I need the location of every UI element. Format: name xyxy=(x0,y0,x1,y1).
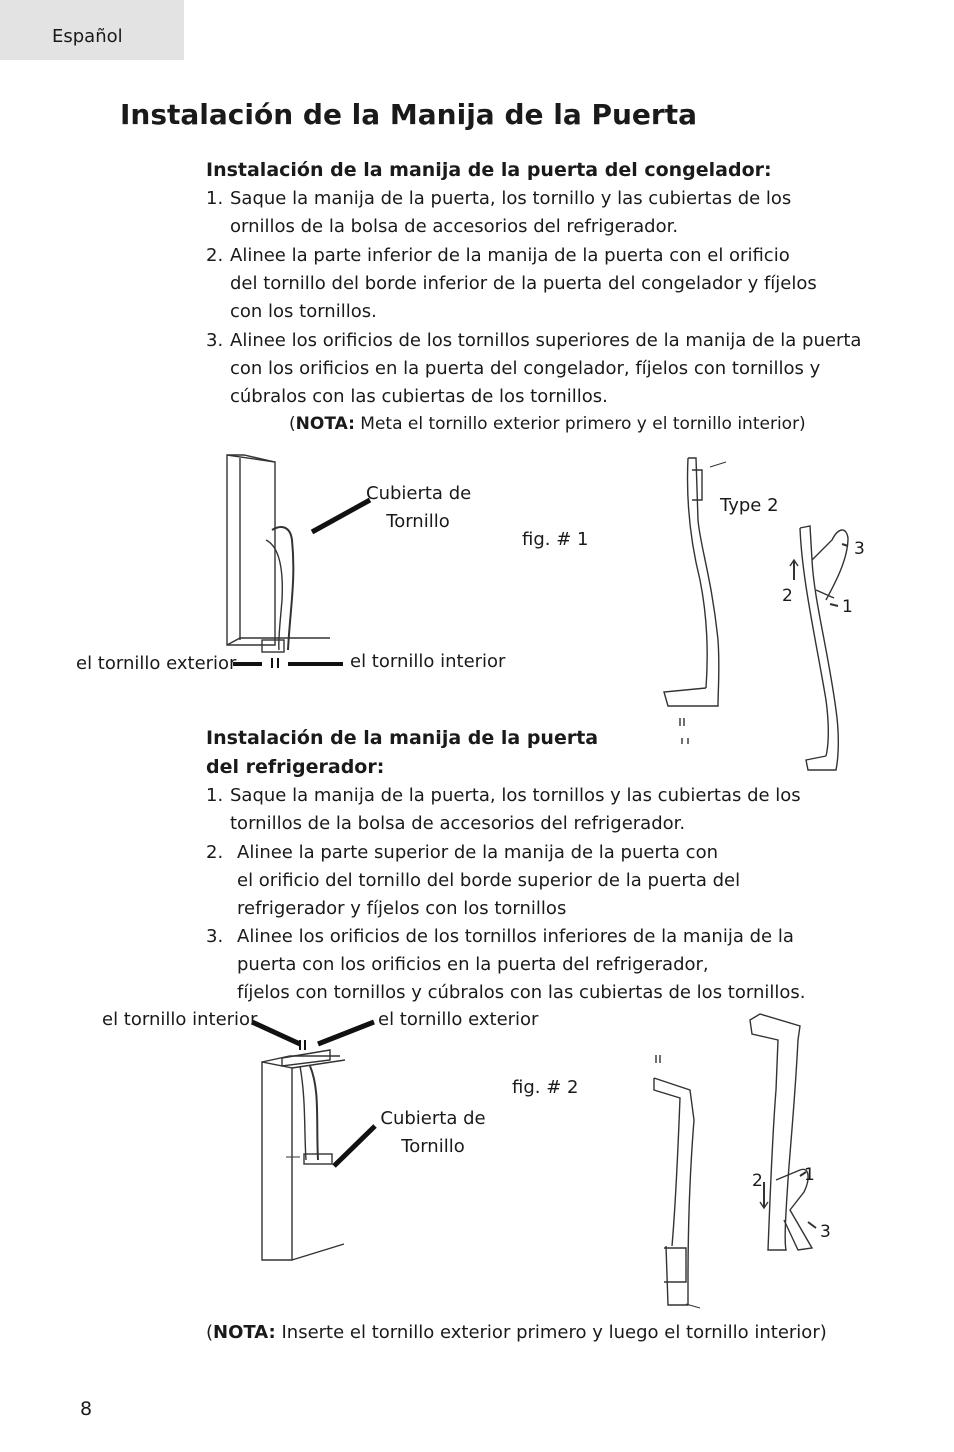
step-text: tornillos de la bolsa de accesorios del refrigerador. xyxy=(230,813,686,834)
fridge-handle-illustration xyxy=(654,1014,816,1308)
cover-label-line: Cubierta de xyxy=(380,1108,486,1129)
fig2-inner-screw-label: el tornillo interior xyxy=(102,1009,258,1030)
step-number: 1. xyxy=(206,188,224,209)
fig2-outer-screw-label: el tornillo exterior xyxy=(378,1009,539,1030)
step-text: Alinee los orificios de los tornillos superiores de la manija de la puerta xyxy=(230,330,862,351)
note-paren: ( xyxy=(206,1322,214,1343)
cover-label-line: Tornillo xyxy=(386,511,450,532)
fig1-outer-screw-label: el tornillo exterior xyxy=(76,653,237,674)
fridge-note xyxy=(206,1322,827,1343)
step-number: 1. xyxy=(206,785,224,806)
step-text: Saque la manija de la puerta, los tornillos y las cubiertas de los xyxy=(230,785,801,806)
fig2-marker-2: 2 xyxy=(752,1171,763,1191)
fridge-heading-line: del refrigerador: xyxy=(206,756,385,778)
step-text: puerta con los orificios en la puerta del refrigerador, xyxy=(237,954,709,975)
fig2-marker-1: 1 xyxy=(804,1165,815,1185)
step-text: Saque la manija de la puerta, los tornillo y las cubiertas de los xyxy=(230,188,792,209)
fig1-marker-2: 2 xyxy=(782,586,793,606)
step-text: cúbralos con las cubiertas de los tornillos. xyxy=(230,386,608,407)
note-label: NOTA: xyxy=(295,414,355,434)
step-text: el orificio del tornillo del borde superior de la puerta del xyxy=(237,870,741,891)
step-text: del tornillo del borde inferior de la puerta del congelador y fíjelos xyxy=(230,273,817,294)
step-number: 3. xyxy=(206,926,224,947)
step-number: 2. xyxy=(206,842,224,863)
fig1-cover-label xyxy=(366,480,470,536)
step-text: con los tornillos. xyxy=(230,301,377,322)
step-text: Alinee los orificios de los tornillos inferiores de la manija de la xyxy=(237,926,794,947)
fridge-heading-line: Instalación de la manija de la puerta xyxy=(206,727,599,749)
fig1-label: fig. # 1 xyxy=(522,529,589,550)
note-paren: ( xyxy=(289,414,296,434)
step-text: refrigerador y fíjelos con los tornillos xyxy=(237,898,567,919)
fig2-cover-label xyxy=(380,1105,486,1161)
freezer-heading: Instalación de la manija de la puerta del congelador: xyxy=(206,159,772,181)
fig2-label: fig. # 2 xyxy=(512,1077,579,1098)
fridge-heading xyxy=(206,724,598,782)
freezer-door-illustration xyxy=(227,455,330,652)
step-text: Alinee la parte superior de la manija de la puerta con xyxy=(237,842,718,863)
fridge-door-illustration xyxy=(262,1050,345,1260)
cover-label-line: Cubierta de xyxy=(366,483,472,504)
step-text: fíjelos con tornillos y cúbralos con las cubiertas de los tornillos. xyxy=(237,982,806,1003)
note-text: Inserte el tornillo exterior primero y luego el tornillo interior) xyxy=(275,1322,827,1343)
language-label: Español xyxy=(52,26,123,47)
step-text: Alinee la parte inferior de la manija de la puerta con el orificio xyxy=(230,245,790,266)
page-title: Instalación de la Manija de la Puerta xyxy=(120,98,698,131)
fig1-marker-3: 3 xyxy=(854,539,865,559)
type2-label: Type 2 xyxy=(720,495,779,516)
page-number: 8 xyxy=(80,1398,93,1420)
fig1-inner-screw-label: el tornillo interior xyxy=(350,651,506,672)
note-text: Meta el tornillo exterior primero y el tornillo interior) xyxy=(354,414,806,434)
cover-label-line: Tornillo xyxy=(401,1136,465,1157)
fig2-marker-3: 3 xyxy=(820,1222,831,1242)
note-label: NOTA: xyxy=(213,1322,276,1343)
step-text: ornillos de la bolsa de accesorios del refrigerador. xyxy=(230,216,679,237)
step-text: con los orificios en la puerta del congelador, fíjelos con tornillos y xyxy=(230,358,821,379)
step-number: 2. xyxy=(206,245,224,266)
fig1-marker-1: 1 xyxy=(842,597,853,617)
step-number: 3. xyxy=(206,330,224,351)
